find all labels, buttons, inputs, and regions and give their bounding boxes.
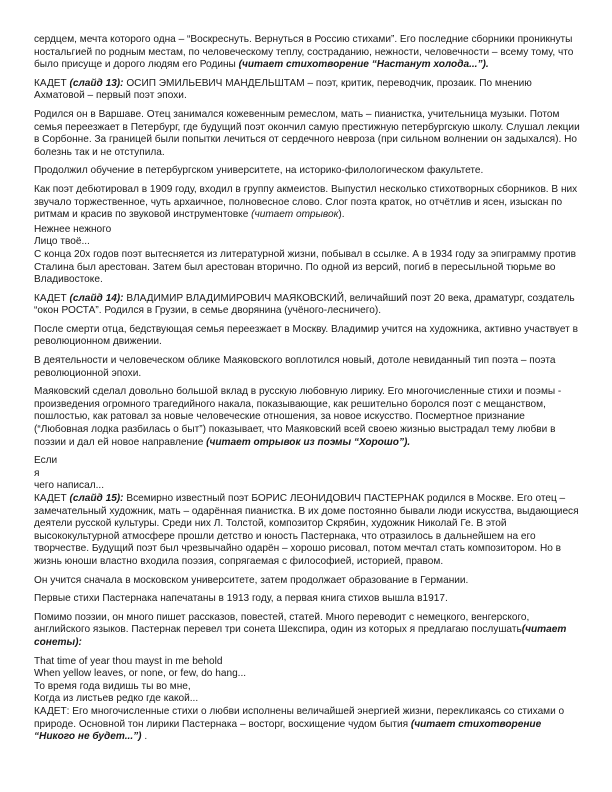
speaker-label: КАДЕТ bbox=[34, 77, 70, 89]
paragraph-mandelstam-debut bbox=[34, 184, 580, 222]
poem-excerpt-mandelstam bbox=[34, 224, 580, 249]
paragraph-text: ВЛАДИМИР ВЛАДИМИРОВИЧ МАЯКОВСКИЙ, величайший поэт 20 века, драматург, создатель “окон РОСТА”. Родился в Грузии, в семье дворянина (учёного-лесничего). bbox=[34, 292, 575, 317]
paragraph-text: Маяковский сделал довольно большой вклад в русскую любовную лирику. Его многочисленные стихи и поэмы - произведения огромного трагедийного накала, показывающие, как решительно боролся поэт с мещанством, пошлостью, как ратовал за новые человеческие отношения, за новое искусство. Посмертное признание (“Любовная лодка разбилась о быт”) показывает, что Маяковский всей своею жизнью выстрадал тему любви в поэзии и дал ей новое направление bbox=[34, 386, 562, 448]
paragraph-text: ). bbox=[338, 209, 345, 221]
poem-excerpt-shakespeare-sonnet bbox=[34, 656, 580, 706]
paragraph-pasternak-education: Он учится сначала в московском университете, затем продолжает образование в Германии. bbox=[34, 574, 469, 586]
paragraph-pasternak-intro bbox=[34, 493, 580, 569]
paragraph-mandelstam-exile: С конца 20х годов поэт вытесняется из литературной жизни, побывал в ссылке. А в 1934 году за эпиграмму против Сталина был арестован. Затем был арестован вторично. По одной из версий, погиб в пересыльной тюрьме во Владивостоке. bbox=[34, 248, 576, 286]
slide-reference: (слайд 14): bbox=[69, 292, 124, 304]
paragraph-pasternak-love-lyrics bbox=[34, 706, 580, 744]
paragraph-mayakovsky-moscow: После смерти отца, бедствующая семья переезжает в Москву. Владимир учится на художника, активно участвует в революционном движении. bbox=[34, 323, 578, 348]
poem-excerpt-mayakovsky bbox=[34, 455, 580, 493]
document-page bbox=[34, 34, 580, 744]
stage-direction: (читает отрывок bbox=[251, 209, 339, 221]
poem-line: я bbox=[34, 467, 40, 479]
paragraph-text: сердцем, мечта которого одна – “Воскреснуть. Вернуться в Россию стихами”. Его последние сборники проникнуты ностальгией по родным местам, по человеческому теплу, состраданию, нежности, человечности – всему тому, что было присуще и дорого людям его Родины bbox=[34, 34, 574, 71]
paragraph-bunin-ending bbox=[34, 34, 580, 72]
poem-line: Когда из листьев редко где какой... bbox=[34, 693, 199, 705]
stage-direction: (читает стихотворение “Настанут холода...”). bbox=[238, 59, 489, 71]
paragraph-text: . bbox=[141, 731, 148, 743]
paragraph-mayakovsky-love-lyrics bbox=[34, 386, 580, 449]
slide-reference: (слайд 13): bbox=[69, 77, 124, 89]
poem-line: When yellow leaves, or none, or few, do hang... bbox=[34, 668, 247, 680]
speaker-label: КАДЕТ bbox=[34, 493, 70, 504]
slide-reference: (слайд 15): bbox=[69, 493, 124, 504]
stage-direction: (читает сонеты): bbox=[34, 624, 567, 648]
paragraph-text: ОСИП ЭМИЛЬЕВИЧ МАНДЕЛЬШТАМ – поэт, критик, переводчик, прозаик. По мнению Ахматовой – первый поэт эпохи. bbox=[34, 77, 532, 102]
paragraph-text: Всемирно известный поэт БОРИС ЛЕОНИДОВИЧ ПАСТЕРНАК родился в Москве. Его отец – замечательный художник, мать – одарённая пианистка. В их доме постоянно бывали люди искусства, выдающиеся деятели русской культуры. Среди них Л. Толстой, композитор Скрябин, художник Николай Ге. В этой высококультурной атмосфере прошли детство и юность Пастернака, что отразилось в дальнейшем на его творчестве. Будущий поэт был чрезвычайно одарён – хорошо рисовал, потом мечтал стать композитором. Но в жизнь юноши властно входила поэзия, сопрягаемая с философией, историей, правом. bbox=[34, 493, 579, 567]
speaker-label: КАДЕТ bbox=[34, 292, 70, 304]
poem-line: Нежнее нежного bbox=[34, 223, 112, 235]
poem-line: That time of year thou mayst in me behold bbox=[34, 655, 223, 667]
paragraph-mandelstam-biography: Родился он в Варшаве. Отец занимался кожевенным ремеслом, мать – пианистка, учительница музыки. Потом семья переезжает в Петербург, где будущий поэт окончил самую престижную петербургскую школу. Слушал лекции в Сорбонне. За границей были попытки лечиться от сердечного невроза (при сильном волнении он задыхался). Но болезнь так и не отступила. bbox=[34, 108, 580, 158]
stage-direction: (читает стихотворение “Никого не будет...”) bbox=[34, 718, 542, 743]
paragraph-text: Как поэт дебютировал в 1909 году, входил в группу акмеистов. Выпустил несколько стихотворных сборников. В них звучало торжественное, чуть архаичное, полновесное слово. Слог поэта краток, но отчётлив и ясен, изыскан по ритмам и красив по звуковой инструментовке bbox=[34, 183, 578, 221]
paragraph-text: Помимо поэзии, он много пишет рассказов, повестей, статей. Много переводит с немецкого, венгерского, английского языков. Пастернак перевел три сонета Шекспира, один из которых я предлагаю послушать bbox=[34, 611, 530, 636]
paragraph-pasternak-first-poems: Первые стихи Пастернака напечатаны в 1913 году, а первая книга стихов вышла в1917. bbox=[34, 593, 448, 605]
paragraph-mandelstam-intro bbox=[34, 78, 580, 103]
paragraph-text: КАДЕТ: Его многочисленные стихи о любви исполнены величайшей энергией жизни, перекликаясь со стихами о природе. Основной тон лирики Пастернака – восторг, восхищение чудом бытия bbox=[34, 705, 565, 730]
poem-line: То время года видишь ты во мне, bbox=[34, 680, 191, 692]
stage-direction: (читает отрывок из поэмы “Хорошо”). bbox=[206, 436, 411, 448]
paragraph-mandelstam-university: Продолжил обучение в петербургском университете, на историко-филологическом факультете. bbox=[34, 165, 484, 177]
poem-line: чего написал... bbox=[34, 480, 105, 492]
poem-line: Лицо твоё... bbox=[34, 236, 90, 248]
paragraph-pasternak-translations bbox=[34, 612, 580, 650]
paragraph-mayakovsky-poet-type: В деятельности и человеческом облике Маяковского воплотился новый, дотоле невиданный тип поэта – поэта революционной эпохи. bbox=[34, 355, 556, 379]
poem-line: Если bbox=[34, 455, 58, 467]
paragraph-mayakovsky-intro bbox=[34, 293, 580, 318]
